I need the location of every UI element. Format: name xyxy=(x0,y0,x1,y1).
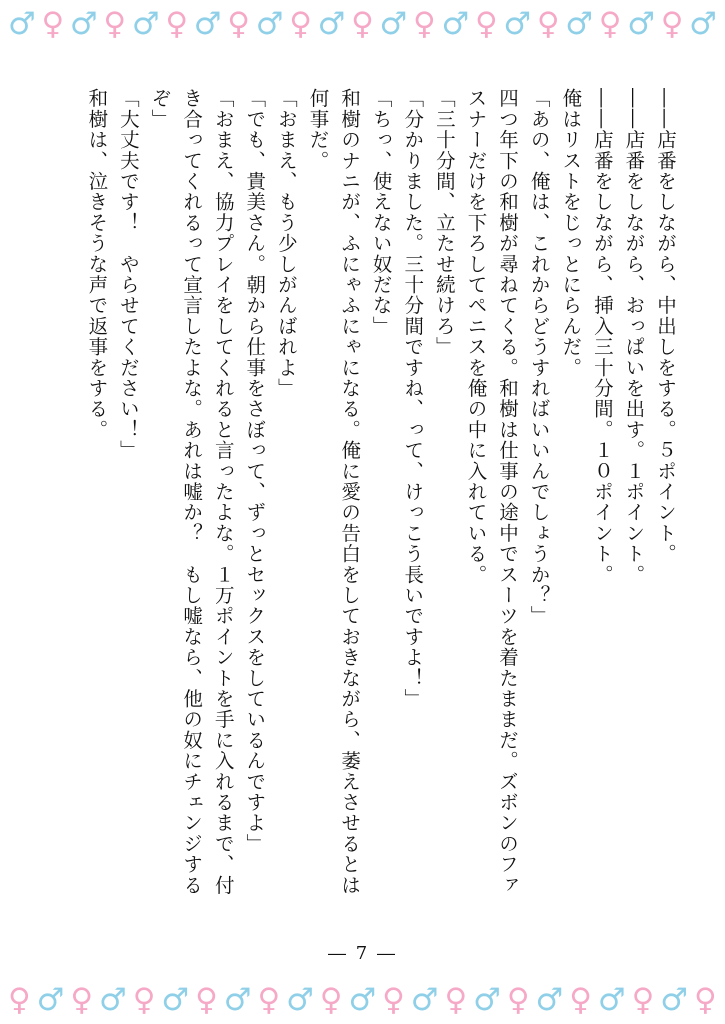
vertical-text-body xyxy=(61,88,681,908)
female-symbol-icon: ♀ xyxy=(569,981,592,1018)
female-symbol-icon: ♀ xyxy=(506,981,530,1018)
male-symbol-icon: ♂ xyxy=(473,981,501,1018)
female-symbol-icon: ♀ xyxy=(41,5,65,42)
male-symbol-icon: ♂ xyxy=(348,981,377,1018)
top-decorative-border xyxy=(8,4,717,44)
female-symbol-icon: ♀ xyxy=(660,5,684,42)
female-symbol-icon: ♀ xyxy=(631,981,655,1018)
female-symbol-icon: ♀ xyxy=(227,5,250,42)
text-paragraph: 「おまえ、協力プレイをしてくれると言ったよな。１万ポイントを手に入れるまで、付き合ってくれるって宣言したよな。あれは嘘か？ もし嘘なら、他の奴にチェンジするぞ」 xyxy=(148,88,235,896)
male-symbol-icon: ♂ xyxy=(535,981,564,1018)
female-symbol-icon: ♀ xyxy=(319,981,343,1018)
male-symbol-icon: ♂ xyxy=(131,5,160,42)
male-symbol-icon: ♂ xyxy=(223,981,252,1018)
text-paragraph: 和樹のナニが、ふにゃふにゃになる。俺に愛の告白をしておきながら、萎えさせるとは何事だ。 xyxy=(306,88,362,896)
female-symbol-icon: ♀ xyxy=(8,981,31,1018)
female-symbol-icon: ♀ xyxy=(382,981,405,1018)
text-paragraph: 「あの、俺は、これからどうすればいいんでしょうか？」 xyxy=(527,88,551,627)
male-symbol-icon: ♂ xyxy=(689,5,717,42)
male-symbol-icon: ♂ xyxy=(317,5,346,42)
female-symbol-icon: ♀ xyxy=(598,5,622,42)
text-paragraph: ――店番をしながら、中出しをする。５ポイント。 xyxy=(654,88,677,565)
female-symbol-icon: ♀ xyxy=(444,981,468,1018)
female-symbol-icon: ♀ xyxy=(289,5,312,42)
text-paragraph: ――店番をしながら、挿入三十分間。１０ポイント。 xyxy=(590,88,614,585)
female-symbol-icon: ♀ xyxy=(257,981,281,1018)
text-paragraph: 「でも、貴美さん。朝から仕事をさぼって、ずっとセックスをしているんですよ」 xyxy=(243,88,267,854)
text-paragraph: 「おまえ、もう少しがんばれよ」 xyxy=(274,88,298,399)
text-paragraph: 俺はリストをじっとにらんだ。 xyxy=(559,88,583,378)
male-symbol-icon: ♂ xyxy=(565,5,594,42)
female-symbol-icon: ♀ xyxy=(165,5,189,42)
male-symbol-icon: ♂ xyxy=(410,981,439,1018)
female-symbol-icon: ♀ xyxy=(351,5,374,42)
male-symbol-icon: ♂ xyxy=(627,5,656,42)
male-symbol-icon: ♂ xyxy=(161,981,190,1018)
page-number: ― 7 ― xyxy=(328,943,397,964)
female-symbol-icon: ♀ xyxy=(693,981,717,1018)
text-paragraph: 四つ年下の和樹が尋ねてくる。和樹は仕事の途中でスーツを着たままだ。ズボンのファスナーだけを下ろしてペニスを俺の中に入れている。 xyxy=(464,88,520,896)
male-symbol-icon: ♂ xyxy=(441,5,470,42)
female-symbol-icon: ♀ xyxy=(70,981,94,1018)
male-symbol-icon: ♂ xyxy=(286,981,314,1018)
female-symbol-icon: ♀ xyxy=(103,5,127,42)
male-symbol-icon: ♂ xyxy=(597,981,626,1018)
text-paragraph: 「三十分間、立たせ続けろ」 xyxy=(432,88,456,358)
bottom-decorative-border xyxy=(8,980,717,1020)
male-symbol-icon: ♂ xyxy=(503,5,532,42)
female-symbol-icon: ♀ xyxy=(536,5,560,42)
female-symbol-icon: ♀ xyxy=(413,5,436,42)
text-paragraph: ――店番をしながら、おっぱいを出す。１ポイント。 xyxy=(622,88,646,585)
male-symbol-icon: ♂ xyxy=(69,5,98,42)
male-symbol-icon: ♂ xyxy=(379,5,408,42)
male-symbol-icon: ♂ xyxy=(193,5,222,42)
male-symbol-icon: ♂ xyxy=(660,981,689,1018)
text-paragraph: 「分かりました。三十分間ですね、って、けっこう長いですよ！」 xyxy=(401,88,425,709)
female-symbol-icon: ♀ xyxy=(132,981,156,1018)
female-symbol-icon: ♀ xyxy=(195,981,218,1018)
text-paragraph: 「大丈夫です！ やらせてください！」 xyxy=(116,88,140,461)
male-symbol-icon: ♂ xyxy=(36,981,65,1018)
male-symbol-icon: ♂ xyxy=(99,981,127,1018)
text-paragraph: 和樹は、泣きそうな声で返事をする。 xyxy=(85,88,109,440)
female-symbol-icon: ♀ xyxy=(474,5,498,42)
text-paragraph: 「ちっ、使えない奴だな」 xyxy=(369,88,393,337)
male-symbol-icon: ♂ xyxy=(8,5,36,42)
male-symbol-icon: ♂ xyxy=(255,5,284,42)
